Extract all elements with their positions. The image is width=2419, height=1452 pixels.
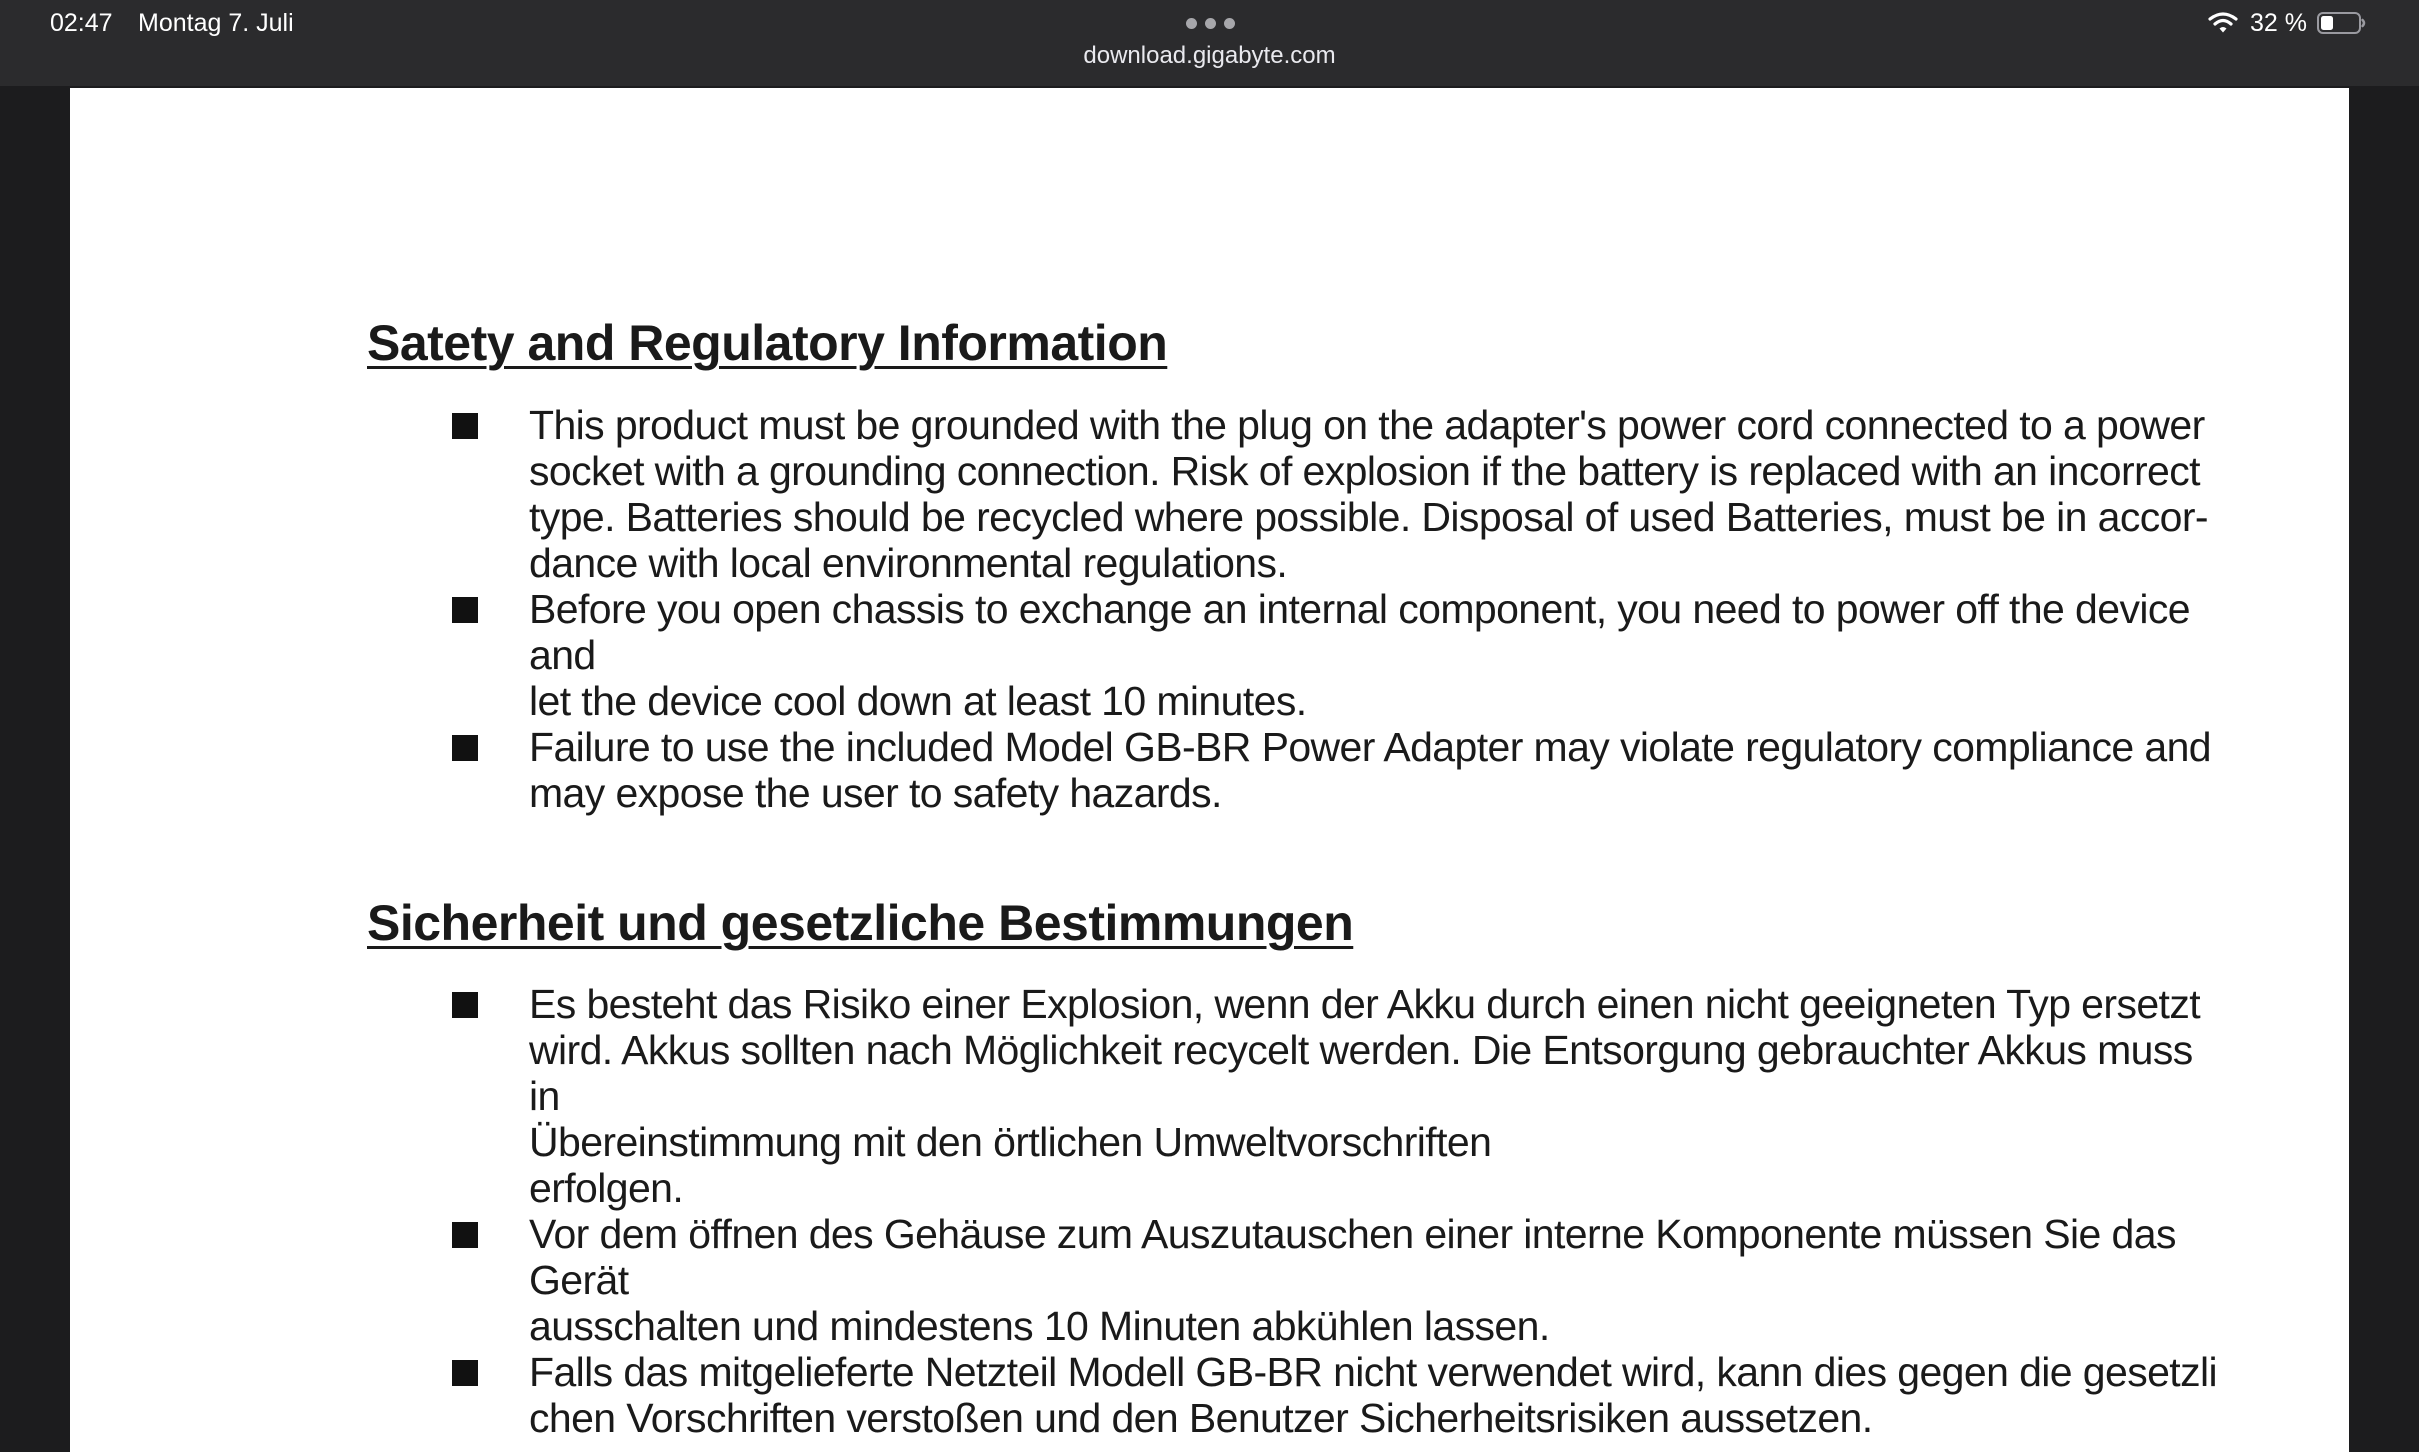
bullet-square-icon (452, 413, 478, 439)
status-date: Montag 7. Juli (138, 9, 294, 37)
bullet-text: Before you open chassis to exchange an internal component, you need to power off the device and let the device cool down at least 10 minutes. (529, 586, 2190, 724)
bullet-text: This product must be grounded with the plug on the adapter's power cord connected to a power socket with a grounding connection. Risk of explosion if the battery is replaced with an incorrect type. Batteries should be recycled where possible. Disposal of used Batteries, must be in accor- dance with local environmental regulations. (529, 402, 2208, 586)
section-heading-sicherheit: Sicherheit und gesetzliche Bestimmungen (367, 895, 1354, 951)
bullet-square-icon (452, 735, 478, 761)
bullet-square-icon (452, 597, 478, 623)
bullet-square-icon (452, 1360, 478, 1386)
pdf-page (70, 88, 2349, 1452)
bullet-text: Es besteht das Risiko einer Explosion, wenn der Akku durch einen nicht geeigneten Typ ersetzt wird. Akkus sollten nach Möglichkeit recycelt werden. Die Entsorgung gebrauchter Akkus muss in Übereinstimmung mit den örtlichen Umweltvorschriften erfolgen. (529, 981, 2201, 1211)
bullet-text: Vor dem öffnen des Gehäuse zum Auszutauschen einer interne Komponente müssen Sie das Gerät ausschalten und mindestens 10 Minuten abkühlen lassen. (529, 1211, 2176, 1349)
list-item (367, 981, 2227, 1211)
list-item (367, 586, 2227, 724)
more-dots-icon[interactable] (1186, 18, 1236, 30)
status-indicators (2208, 8, 2367, 38)
list-item (367, 402, 2227, 586)
list-item (367, 724, 2227, 816)
battery-percent: 32 % (2250, 8, 2307, 37)
status-bar (0, 0, 2419, 86)
bullet-square-icon (452, 1222, 478, 1248)
bullet-text: Falls das mitgelieferte Netzteil Modell GB-BR nicht verwendet wird, kann dies gegen die gesetzli chen Vorschriften verstoßen und den Benutzer Sicherheitsrisiken aussetzen. (529, 1349, 2218, 1441)
status-time: 02:47 (50, 9, 113, 37)
bullet-square-icon (452, 992, 478, 1018)
section-heading-safety: Satety and Regulatory Information (367, 315, 1168, 371)
bullet-text: Failure to use the included Model GB-BR Power Adapter may violate regulatory compliance and may expose the user to safety hazards. (529, 724, 2211, 816)
address-bar-url[interactable]: download.gigabyte.com (1083, 42, 1336, 69)
safety-bullet-list (367, 402, 2227, 816)
list-item (367, 1211, 2227, 1349)
list-item (367, 1349, 2227, 1441)
battery-icon (2317, 11, 2367, 35)
sicherheit-bullet-list (367, 981, 2227, 1441)
wifi-icon (2208, 11, 2238, 35)
